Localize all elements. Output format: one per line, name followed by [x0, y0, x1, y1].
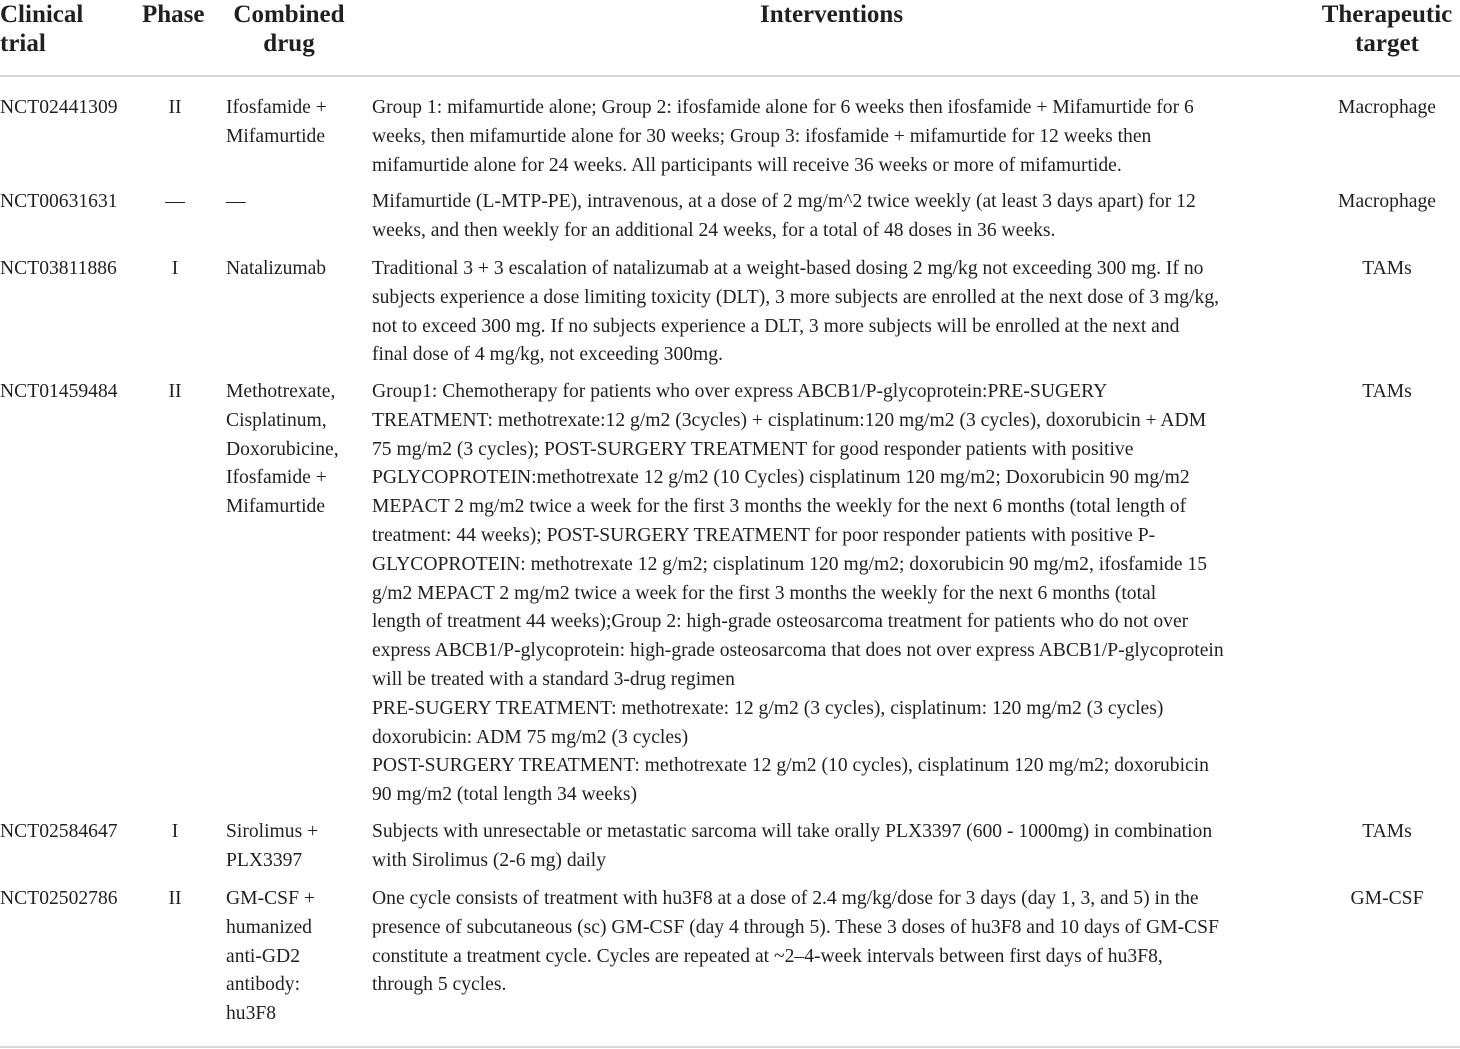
text-line: with Sirolimus (2-6 mg) daily — [372, 849, 607, 871]
header-line: Therapeutic — [1321, 1, 1453, 28]
text-line: anti-GD2 — [226, 945, 301, 967]
text-line: II — [168, 97, 182, 118]
header-line: Interventions — [760, 1, 904, 28]
text-line: hu3F8 — [226, 1003, 277, 1025]
text-line: Doxorubicine, — [226, 438, 339, 460]
header-interventions — [760, 0, 903, 29]
header-line: trial — [0, 30, 46, 57]
header-line: Combined — [233, 1, 345, 28]
therapeutic-target — [1316, 255, 1458, 284]
text-line: Group1: Chemotherapy for patients who over express ABCB1/P-glycoprotein:PRE-SUGERY — [372, 381, 1108, 402]
text-line: One cycle consists of treatment with hu3F8 at a dose of 2.4 mg/kg/dose for 3 days (day 1, 3, and 5) in the — [372, 888, 1199, 909]
phase — [157, 255, 193, 284]
text-line: weeks, then mifamurtide alone for 30 weeks; Group 3: ifosfamide + mifamurtide for 12 weeks then — [372, 125, 1152, 147]
trial-id — [0, 188, 118, 217]
trial-id — [0, 255, 117, 284]
text-line: NCT02502786 — [0, 888, 118, 909]
text-line: Mifamurtide — [226, 125, 326, 147]
trial-id — [0, 378, 118, 407]
text-line: TAMs — [1362, 821, 1412, 842]
text-line: Sirolimus + — [226, 821, 319, 842]
text-line: antibody: — [226, 974, 301, 996]
text-line: presence of subcutaneous (sc) GM-CSF (day 4 through 5). These 3 doses of hu3F8 and 10 days of GM-CSF — [372, 916, 1219, 938]
bottom-rule — [0, 1046, 1460, 1048]
interventions — [372, 188, 1196, 246]
combined-drug — [226, 378, 339, 522]
interventions — [372, 885, 1219, 1000]
text-line: NCT02584647 — [0, 821, 118, 842]
text-line: Mifamurtide — [226, 496, 326, 518]
interventions — [372, 255, 1219, 370]
text-line: Methotrexate, — [226, 381, 336, 402]
text-line: mifamurtide alone for 24 weeks. All participants will receive 36 weeks or more of mifamurtide. — [372, 154, 1122, 176]
text-line: length of treatment 44 weeks);Group 2: high-grade osteosarcoma treatment for patients who do not over — [372, 611, 1189, 633]
trial-id — [0, 94, 118, 123]
text-line: TREATMENT: methotrexate:12 g/m2 (3cycles) + cisplatinum:120 mg/m2 (3 cycles), doxorubicin + ADM — [372, 409, 1207, 431]
text-line: doxorubicin: ADM 75 mg/m2 (3 cycles) — [372, 726, 689, 748]
therapeutic-target — [1316, 378, 1458, 407]
text-line: will be treated with a standard 3-drug regimen — [372, 668, 735, 690]
text-line: Ifosfamide + — [226, 97, 327, 118]
text-line: PLX3397 — [226, 849, 303, 871]
text-line: Natalizumab — [226, 258, 327, 279]
header-phase — [142, 0, 205, 29]
text-line: — — [165, 191, 185, 212]
trial-id — [0, 818, 118, 847]
text-line: Ifosfamide + — [226, 467, 327, 489]
combined-drug — [226, 255, 326, 284]
text-line: 75 mg/m2 (3 cycles); POST-SURGERY TREATMENT for good responder patients with positive — [372, 438, 1134, 460]
phase — [157, 378, 193, 407]
phase — [157, 818, 193, 847]
text-line: GM-CSF + — [226, 888, 315, 909]
text-line: MEPACT 2 mg/m2 twice a week for the first 3 months the weekly for the next 6 months (total length of — [372, 496, 1187, 518]
text-line: constitute a treatment cycle. Cycles are repeated at ~2–4-week intervals between first days of hu3F8, — [372, 945, 1163, 967]
text-line: through 5 cycles. — [372, 974, 507, 996]
text-line: not to exceed 300 mg. If no subjects experience a DLT, 3 more subjects will be enrolled at the next and — [372, 315, 1180, 337]
text-line: NCT02441309 — [0, 97, 118, 118]
header-clinical-trial — [0, 0, 83, 58]
text-line: subjects experience a dose limiting toxicity (DLT), 3 more subjects are enrolled at the next dose of 3 mg/kg, — [372, 286, 1220, 308]
phase — [157, 885, 193, 914]
therapeutic-target — [1316, 818, 1458, 847]
text-line: Mifamurtide (L-MTP-PE), intravenous, at a dose of 2 mg/m^2 twice weekly (at least 3 days apart) for 12 — [372, 191, 1196, 212]
header-rule — [0, 75, 1460, 77]
text-line: g/m2 MEPACT 2 mg/m2 twice a week for the first 3 months the weekly for the next 6 months (total — [372, 582, 1157, 604]
therapeutic-target — [1316, 885, 1458, 914]
text-line: GM-CSF — [1350, 888, 1424, 909]
text-line: Macrophage — [1338, 191, 1436, 212]
text-line: II — [168, 381, 182, 402]
text-line: Cisplatinum, — [226, 409, 327, 431]
text-line: I — [171, 258, 179, 279]
text-line: Subjects with unresectable or metastatic sarcoma will take orally PLX3397 (600 - 1000mg) in combination — [372, 821, 1213, 842]
interventions — [372, 818, 1212, 876]
text-line: treatment: 44 weeks); POST-SURGERY TREATMENT for poor responder patients with positive P- — [372, 524, 1156, 546]
text-line: final dose of 4 mg/kg, not exceeding 300mg. — [372, 344, 723, 366]
text-line: II — [168, 888, 182, 909]
text-line: I — [171, 821, 179, 842]
text-line: — — [226, 191, 246, 212]
therapeutic-target — [1316, 188, 1458, 217]
text-line: Group 1: mifamurtide alone; Group 2: ifosfamide alone for 6 weeks then ifosfamide + Mifamurtide for 6 — [372, 97, 1194, 118]
header-therapeutic-target — [1316, 0, 1458, 58]
text-line: PGLYCOPROTEIN:methotrexate 12 g/m2 (10 Cycles) cisplatinum 120 mg/m2; Doxorubicin 90 mg/m2 — [372, 467, 1190, 489]
therapeutic-target — [1316, 94, 1458, 123]
phase — [157, 188, 193, 217]
text-line: TAMs — [1362, 258, 1412, 279]
text-line: Traditional 3 + 3 escalation of natalizumab at a weight-based dosing 2 mg/kg not exceeding 300 mg. If no — [372, 258, 1204, 279]
header-combined-drug — [230, 0, 348, 58]
combined-drug — [226, 818, 318, 876]
text-line: express ABCB1/P-glycoprotein: high-grade osteosarcoma that does not over express ABCB1/P-glycoprotein — [372, 640, 1224, 662]
text-line: Macrophage — [1338, 97, 1436, 118]
header-line: Clinical — [0, 1, 84, 28]
trial-id — [0, 885, 118, 914]
header-line: target — [1355, 30, 1419, 57]
text-line: NCT03811886 — [0, 258, 117, 279]
combined-drug — [226, 94, 327, 152]
text-line: PRE-SUGERY TREATMENT: methotrexate: 12 g/m2 (3 cycles), cisplatinum: 120 mg/m2 (3 cycles) — [372, 697, 1164, 719]
text-line: POST-SURGERY TREATMENT: methotrexate 12 g/m2 (10 cycles), cisplatinum 120 mg/m2; doxorubicin — [372, 755, 1209, 777]
interventions — [372, 378, 1224, 810]
header-line: Phase — [142, 1, 205, 28]
text-line: 90 mg/m2 (total length 34 weeks) — [372, 784, 638, 806]
text-line: NCT01459484 — [0, 381, 118, 402]
text-line: weeks, and then weekly for an additional 24 weeks, for a total of 48 doses in 36 weeks. — [372, 219, 1056, 241]
interventions — [372, 94, 1194, 180]
text-line: TAMs — [1362, 381, 1412, 402]
combined-drug — [226, 885, 315, 1029]
combined-drug — [226, 188, 246, 217]
phase — [157, 94, 193, 123]
text-line: NCT00631631 — [0, 191, 118, 212]
header-line: drug — [263, 30, 315, 57]
text-line: humanized — [226, 916, 312, 938]
text-line: GLYCOPROTEIN: methotrexate 12 g/m2; cisplatinum 120 mg/m2; doxorubicin 90 mg/m2, ifosfamide 15 — [372, 553, 1208, 575]
